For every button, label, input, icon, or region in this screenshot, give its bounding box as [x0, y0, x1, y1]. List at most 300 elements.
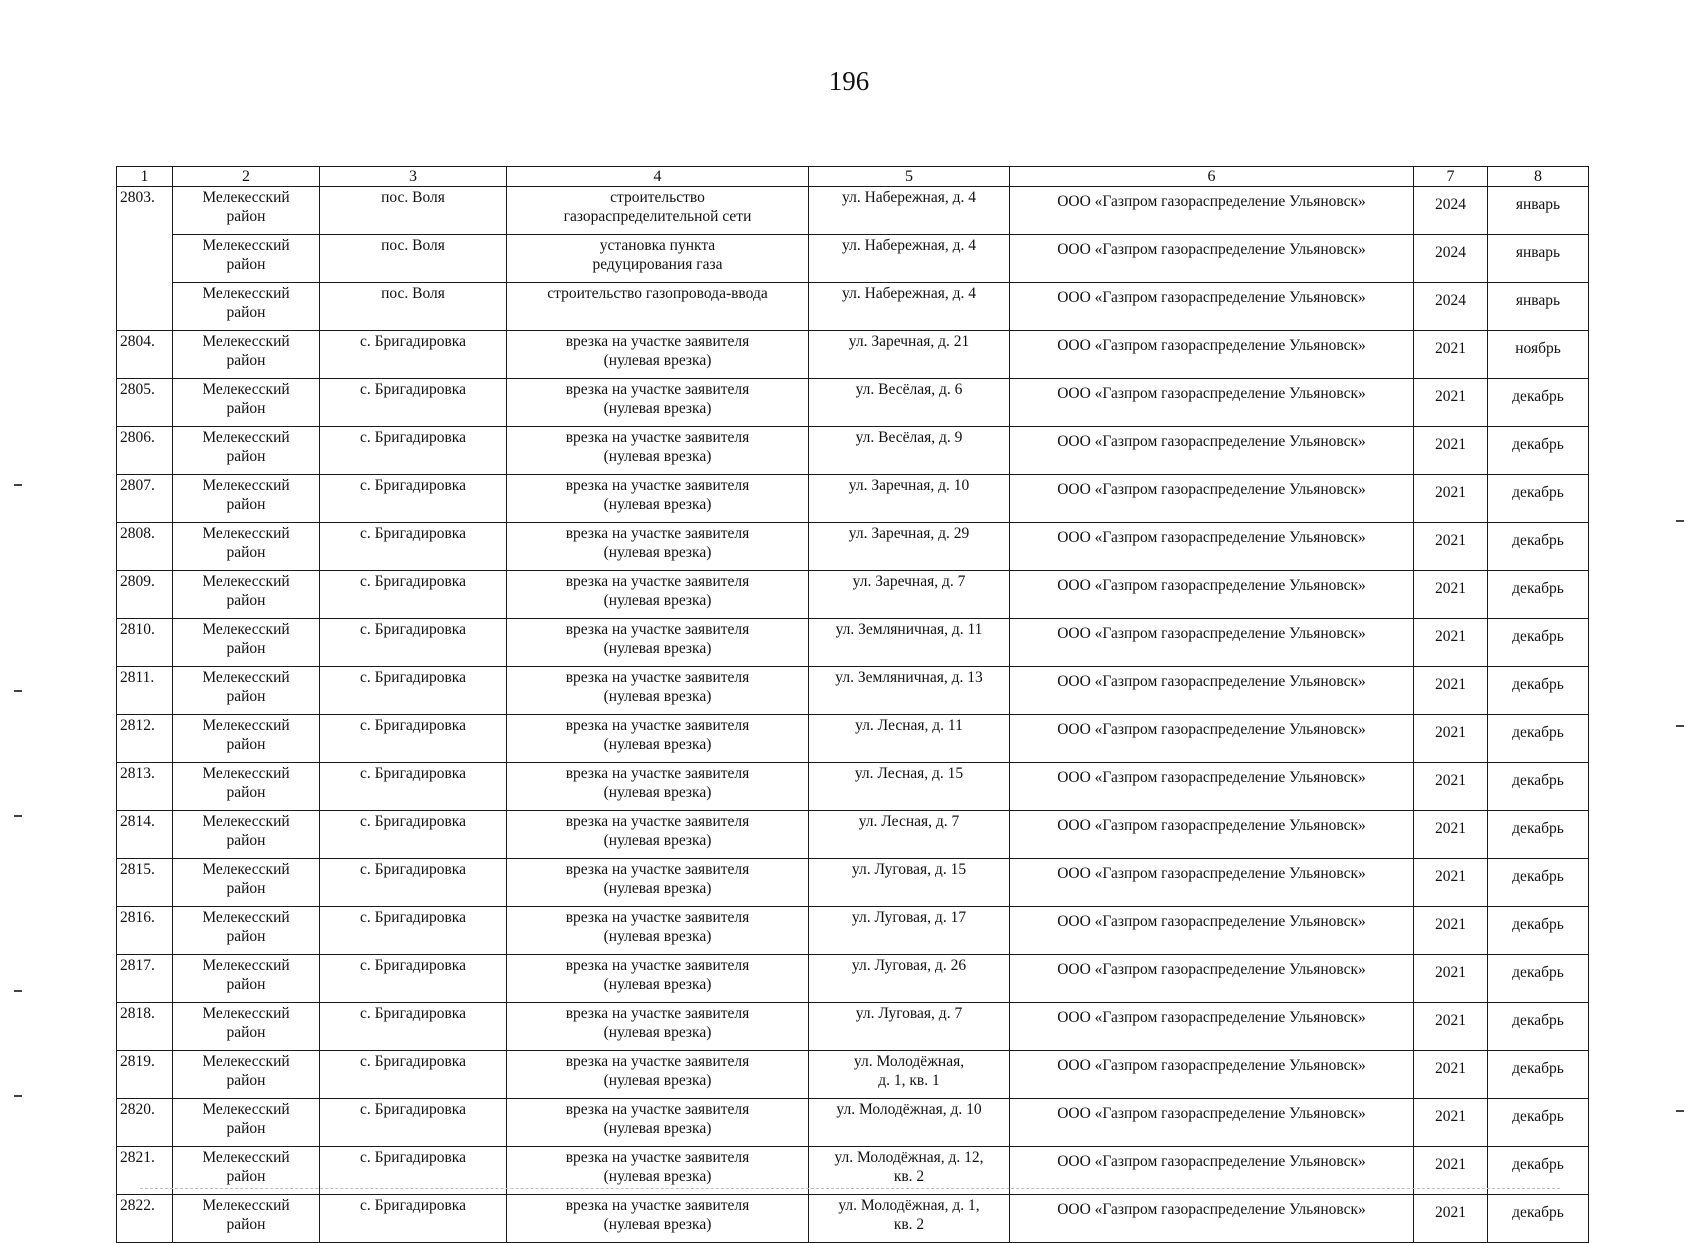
organization-cell: ООО «Газпром газораспределение Ульяновск» [1010, 427, 1414, 475]
cell-line-1: врезка на участке заявителя [565, 717, 750, 734]
cell-line-2: (нулевая врезка) [603, 928, 712, 945]
year-cell: 2021 [1414, 427, 1488, 475]
cell-line-1: врезка на участке заявителя [565, 381, 750, 398]
cell-line-1: Мелекесский [202, 813, 290, 830]
margin-mark [1676, 520, 1684, 522]
table-row [117, 187, 1589, 235]
year-cell: 2021 [1414, 715, 1488, 763]
organization-cell: ООО «Газпром газораспределение Ульяновск» [1010, 1099, 1414, 1147]
year-cell: 2024 [1414, 187, 1488, 235]
table-row [117, 571, 1589, 619]
year-cell: 2024 [1414, 235, 1488, 283]
cell-line-1: врезка на участке заявителя [565, 573, 750, 590]
table-row [117, 619, 1589, 667]
year-cell: 2021 [1414, 1099, 1488, 1147]
margin-mark [1676, 1110, 1684, 1112]
cell-line-2: район [226, 688, 266, 705]
address-cell [809, 475, 1010, 523]
col-header-1: 1 [117, 167, 173, 187]
month-cell: декабрь [1488, 667, 1589, 715]
cell-line-2: (нулевая врезка) [603, 496, 712, 513]
row-number: 2803. [117, 187, 173, 331]
cell-line-2: (нулевая врезка) [603, 688, 712, 705]
cell-line-1: врезка на участке заявителя [565, 669, 750, 686]
month-cell: декабрь [1488, 379, 1589, 427]
work-type-cell [507, 523, 809, 571]
table-row [117, 235, 1589, 283]
month-cell: январь [1488, 283, 1589, 331]
organization-cell: ООО «Газпром газораспределение Ульяновск» [1010, 331, 1414, 379]
row-number: 2804. [117, 331, 173, 379]
row-number: 2819. [117, 1051, 173, 1099]
month-cell: декабрь [1488, 955, 1589, 1003]
organization-cell: ООО «Газпром газораспределение Ульяновск» [1010, 1003, 1414, 1051]
cell-line-1: ул. Заречная, д. 7 [852, 573, 966, 590]
cell-line-1: Мелекесский [202, 333, 290, 350]
cell-line-1: ул. Земляничная, д. 13 [835, 669, 983, 686]
row-number: 2812. [117, 715, 173, 763]
cell-line-1: Мелекесский [202, 1149, 290, 1166]
cell-line-1: ул. Луговая, д. 15 [851, 861, 967, 878]
cell-line-1: врезка на участке заявителя [565, 1149, 750, 1166]
address-cell [809, 427, 1010, 475]
work-type-cell [507, 379, 809, 427]
cell-line-2: кв. 2 [893, 1216, 925, 1233]
address-cell [809, 1051, 1010, 1099]
row-number: 2816. [117, 907, 173, 955]
settlement-cell: с. Бригадировка [320, 859, 507, 907]
district-cell [173, 427, 320, 475]
cell-line-1: Мелекесский [202, 381, 290, 398]
table-row [117, 475, 1589, 523]
district-cell [173, 571, 320, 619]
cell-line-1: Мелекесский [202, 621, 290, 638]
margin-mark [14, 990, 22, 992]
year-cell: 2021 [1414, 571, 1488, 619]
month-cell: декабрь [1488, 811, 1589, 859]
cell-line-2: (нулевая врезка) [603, 736, 712, 753]
table-body [117, 187, 1589, 1243]
cell-line-1: Мелекесский [202, 1053, 290, 1070]
organization-cell: ООО «Газпром газораспределение Ульяновск» [1010, 763, 1414, 811]
row-number: 2805. [117, 379, 173, 427]
month-cell: декабрь [1488, 715, 1589, 763]
col-header-3: 3 [320, 167, 507, 187]
settlement-cell: с. Бригадировка [320, 763, 507, 811]
settlement-cell: пос. Воля [320, 235, 507, 283]
district-cell [173, 1003, 320, 1051]
settlement-cell: с. Бригадировка [320, 955, 507, 1003]
year-cell: 2021 [1414, 523, 1488, 571]
district-cell [173, 1099, 320, 1147]
organization-cell: ООО «Газпром газораспределение Ульяновск» [1010, 859, 1414, 907]
cell-line-1: Мелекесский [202, 477, 290, 494]
settlement-cell: с. Бригадировка [320, 427, 507, 475]
year-cell: 2021 [1414, 907, 1488, 955]
cell-line-1: врезка на участке заявителя [565, 477, 750, 494]
cell-line-1: врезка на участке заявителя [565, 525, 750, 542]
cell-line-1: ул. Лесная, д. 15 [854, 765, 964, 782]
settlement-cell: с. Бригадировка [320, 907, 507, 955]
organization-cell: ООО «Газпром газораспределение Ульяновск» [1010, 811, 1414, 859]
work-type-cell [507, 907, 809, 955]
work-type-cell [507, 1099, 809, 1147]
address-cell [809, 571, 1010, 619]
cell-line-1: ул. Весёлая, д. 6 [855, 381, 963, 398]
cell-line-2: редуцирования газа [592, 256, 723, 273]
year-cell: 2021 [1414, 811, 1488, 859]
cell-line-2: район [226, 1216, 266, 1233]
settlement-cell: с. Бригадировка [320, 667, 507, 715]
cell-line-2: (нулевая врезка) [603, 544, 712, 561]
cell-line-1: ул. Луговая, д. 17 [851, 909, 967, 926]
work-type-cell [507, 667, 809, 715]
cell-line-2: район [226, 736, 266, 753]
month-cell: декабрь [1488, 571, 1589, 619]
margin-mark [14, 1095, 22, 1097]
cell-line-1: Мелекесский [202, 957, 290, 974]
settlement-cell: с. Бригадировка [320, 1099, 507, 1147]
address-cell [809, 955, 1010, 1003]
year-cell: 2021 [1414, 379, 1488, 427]
row-number: 2813. [117, 763, 173, 811]
cell-line-2: район [226, 208, 266, 225]
settlement-cell: с. Бригадировка [320, 379, 507, 427]
margin-mark [1676, 725, 1684, 727]
organization-cell: ООО «Газпром газораспределение Ульяновск» [1010, 907, 1414, 955]
address-cell [809, 1195, 1010, 1243]
address-cell [809, 331, 1010, 379]
cell-line-2: район [226, 832, 266, 849]
cell-line-1: Мелекесский [202, 861, 290, 878]
month-cell: декабрь [1488, 1147, 1589, 1195]
district-cell [173, 523, 320, 571]
cell-line-2: район [226, 304, 266, 321]
settlement-cell: с. Бригадировка [320, 715, 507, 763]
cell-line-1: врезка на участке заявителя [565, 333, 750, 350]
cell-line-1: врезка на участке заявителя [565, 957, 750, 974]
row-number: 2815. [117, 859, 173, 907]
work-type-cell [507, 1195, 809, 1243]
organization-cell: ООО «Газпром газораспределение Ульяновск» [1010, 523, 1414, 571]
district-cell [173, 811, 320, 859]
cell-line-2: район [226, 400, 266, 417]
month-cell: декабрь [1488, 1195, 1589, 1243]
cell-line-1: строительство газопровода-ввода [547, 285, 768, 302]
cell-line-1: Мелекесский [202, 669, 290, 686]
cell-line-2: (нулевая врезка) [603, 1072, 712, 1089]
table-row [117, 379, 1589, 427]
cell-line-1: врезка на участке заявителя [565, 861, 750, 878]
cell-line-1: Мелекесский [202, 1197, 290, 1214]
work-type-cell [507, 187, 809, 235]
district-cell [173, 331, 320, 379]
cell-line-1: врезка на участке заявителя [565, 1005, 750, 1022]
cell-line-2: район [226, 496, 266, 513]
organization-cell: ООО «Газпром газораспределение Ульяновск» [1010, 379, 1414, 427]
margin-mark [14, 484, 22, 486]
table-row [117, 331, 1589, 379]
address-cell [809, 811, 1010, 859]
district-cell [173, 715, 320, 763]
settlement-cell: с. Бригадировка [320, 523, 507, 571]
cell-line-1: врезка на участке заявителя [565, 1197, 750, 1214]
month-cell: декабрь [1488, 427, 1589, 475]
row-number: 2810. [117, 619, 173, 667]
cell-line-1: ул. Заречная, д. 10 [848, 477, 970, 494]
organization-cell: ООО «Газпром газораспределение Ульяновск» [1010, 235, 1414, 283]
table-row [117, 1003, 1589, 1051]
district-cell [173, 1051, 320, 1099]
cell-line-2: кв. 2 [893, 1168, 925, 1185]
cell-line-2: район [226, 976, 266, 993]
work-type-cell [507, 619, 809, 667]
cell-line-2: (нулевая врезка) [603, 640, 712, 657]
organization-cell: ООО «Газпром газораспределение Ульяновск» [1010, 715, 1414, 763]
cell-line-1: Мелекесский [202, 525, 290, 542]
organization-cell: ООО «Газпром газораспределение Ульяновск» [1010, 187, 1414, 235]
table-row [117, 907, 1589, 955]
cell-line-2: район [226, 448, 266, 465]
cell-line-1: ул. Молодёжная, д. 1, [838, 1197, 980, 1214]
cell-line-1: врезка на участке заявителя [565, 813, 750, 830]
cell-line-1: ул. Лесная, д. 11 [855, 717, 963, 734]
cell-line-2: (нулевая врезка) [603, 448, 712, 465]
cell-line-2: (нулевая врезка) [603, 1216, 712, 1233]
settlement-cell: с. Бригадировка [320, 1147, 507, 1195]
row-number: 2821. [117, 1147, 173, 1195]
cell-line-2: (нулевая врезка) [603, 352, 712, 369]
settlement-cell: с. Бригадировка [320, 331, 507, 379]
work-type-cell [507, 1003, 809, 1051]
month-cell: декабрь [1488, 1051, 1589, 1099]
cell-line-2: (нулевая врезка) [603, 1168, 712, 1185]
work-type-cell [507, 715, 809, 763]
cell-line-2: район [226, 1072, 266, 1089]
year-cell: 2021 [1414, 1147, 1488, 1195]
cell-line-1: Мелекесский [202, 429, 290, 446]
cell-line-2: район [226, 880, 266, 897]
cell-line-1: врезка на участке заявителя [565, 765, 750, 782]
cell-line-2: район [226, 784, 266, 801]
cell-line-1: ул. Молодёжная, [853, 1053, 965, 1070]
header-row [117, 167, 1589, 187]
cell-line-1: ул. Молодёжная, д. 12, [834, 1149, 984, 1166]
address-cell [809, 523, 1010, 571]
margin-mark [14, 815, 22, 817]
cell-line-2: (нулевая врезка) [603, 1024, 712, 1041]
gas-works-table [116, 166, 1589, 1243]
address-cell [809, 907, 1010, 955]
cell-line-1: Мелекесский [202, 573, 290, 590]
row-number: 2808. [117, 523, 173, 571]
cell-line-1: врезка на участке заявителя [565, 621, 750, 638]
cell-line-1: Мелекесский [202, 765, 290, 782]
cell-line-1: Мелекесский [202, 717, 290, 734]
month-cell: январь [1488, 235, 1589, 283]
col-header-2: 2 [173, 167, 320, 187]
district-cell [173, 379, 320, 427]
cell-line-2: район [226, 352, 266, 369]
table-row [117, 859, 1589, 907]
year-cell: 2021 [1414, 859, 1488, 907]
cell-line-2: район [226, 928, 266, 945]
cell-line-1: Мелекесский [202, 1101, 290, 1118]
cell-line-1: врезка на участке заявителя [565, 1101, 750, 1118]
margin-mark [14, 690, 22, 692]
cell-line-2: (нулевая врезка) [603, 592, 712, 609]
address-cell [809, 235, 1010, 283]
month-cell: декабрь [1488, 1099, 1589, 1147]
year-cell: 2021 [1414, 763, 1488, 811]
cell-line-1: ул. Лесная, д. 7 [858, 813, 960, 830]
district-cell [173, 283, 320, 331]
month-cell: декабрь [1488, 475, 1589, 523]
cell-line-1: врезка на участке заявителя [565, 429, 750, 446]
district-cell [173, 667, 320, 715]
settlement-cell: пос. Воля [320, 283, 507, 331]
cell-line-2: район [226, 1120, 266, 1137]
month-cell: ноябрь [1488, 331, 1589, 379]
settlement-cell: с. Бригадировка [320, 1051, 507, 1099]
row-number: 2818. [117, 1003, 173, 1051]
table-row [117, 427, 1589, 475]
district-cell [173, 187, 320, 235]
organization-cell: ООО «Газпром газораспределение Ульяновск» [1010, 619, 1414, 667]
row-number: 2806. [117, 427, 173, 475]
cell-line-1: ул. Молодёжная, д. 10 [836, 1101, 982, 1118]
settlement-cell: с. Бригадировка [320, 1195, 507, 1243]
table-row [117, 667, 1589, 715]
cell-line-2: район [226, 592, 266, 609]
district-cell [173, 907, 320, 955]
cell-line-2: (нулевая врезка) [603, 1120, 712, 1137]
work-type-cell [507, 859, 809, 907]
cell-line-1: установка пункта [599, 237, 716, 254]
table-row [117, 955, 1589, 1003]
table-row [117, 1051, 1589, 1099]
year-cell: 2024 [1414, 283, 1488, 331]
month-cell: январь [1488, 187, 1589, 235]
organization-cell: ООО «Газпром газораспределение Ульяновск» [1010, 667, 1414, 715]
cell-line-2: район [226, 1168, 266, 1185]
cell-line-2: район [226, 640, 266, 657]
table-row [117, 763, 1589, 811]
year-cell: 2021 [1414, 1195, 1488, 1243]
month-cell: декабрь [1488, 907, 1589, 955]
work-type-cell [507, 235, 809, 283]
cell-line-1: ул. Весёлая, д. 9 [855, 429, 963, 446]
table-row [117, 1195, 1589, 1243]
cell-line-1: ул. Набережная, д. 4 [842, 237, 976, 254]
work-type-cell [507, 763, 809, 811]
month-cell: декабрь [1488, 1003, 1589, 1051]
cell-line-1: Мелекесский [202, 285, 290, 302]
cell-line-1: ул. Набережная, д. 4 [842, 189, 976, 206]
year-cell: 2021 [1414, 1003, 1488, 1051]
address-cell [809, 187, 1010, 235]
year-cell: 2021 [1414, 667, 1488, 715]
cell-line-2: (нулевая врезка) [603, 880, 712, 897]
table-row [117, 811, 1589, 859]
month-cell: декабрь [1488, 859, 1589, 907]
year-cell: 2021 [1414, 955, 1488, 1003]
table-row [117, 523, 1589, 571]
district-cell [173, 235, 320, 283]
address-cell [809, 859, 1010, 907]
address-cell [809, 283, 1010, 331]
cell-line-1: врезка на участке заявителя [565, 1053, 750, 1070]
cell-line-1: Мелекесский [202, 189, 290, 206]
row-number: 2809. [117, 571, 173, 619]
organization-cell: ООО «Газпром газораспределение Ульяновск» [1010, 1051, 1414, 1099]
year-cell: 2021 [1414, 475, 1488, 523]
month-cell: декабрь [1488, 523, 1589, 571]
district-cell [173, 763, 320, 811]
work-type-cell [507, 427, 809, 475]
work-type-cell [507, 1051, 809, 1099]
work-type-cell [507, 283, 809, 331]
row-number: 2822. [117, 1195, 173, 1243]
cell-line-2: (нулевая врезка) [603, 976, 712, 993]
month-cell: декабрь [1488, 763, 1589, 811]
settlement-cell: с. Бригадировка [320, 1003, 507, 1051]
col-header-4: 4 [507, 167, 809, 187]
cell-line-2: район [226, 544, 266, 561]
address-cell [809, 619, 1010, 667]
settlement-cell: с. Бригадировка [320, 811, 507, 859]
district-cell [173, 955, 320, 1003]
cell-line-1: врезка на участке заявителя [565, 909, 750, 926]
page-number: 196 [828, 66, 870, 96]
work-type-cell [507, 955, 809, 1003]
cell-line-2: (нулевая врезка) [603, 784, 712, 801]
cell-line-2: (нулевая врезка) [603, 832, 712, 849]
address-cell [809, 667, 1010, 715]
work-type-cell [507, 811, 809, 859]
cell-line-1: ул. Заречная, д. 21 [848, 333, 970, 350]
col-header-7: 7 [1414, 167, 1488, 187]
cell-line-1: Мелекесский [202, 1005, 290, 1022]
year-cell: 2021 [1414, 1051, 1488, 1099]
cell-line-2: район [226, 256, 266, 273]
col-header-6: 6 [1010, 167, 1414, 187]
cell-line-1: Мелекесский [202, 909, 290, 926]
organization-cell: ООО «Газпром газораспределение Ульяновск» [1010, 475, 1414, 523]
cell-line-1: ул. Набережная, д. 4 [842, 285, 976, 302]
cell-line-2: (нулевая врезка) [603, 400, 712, 417]
row-number: 2820. [117, 1099, 173, 1147]
district-cell [173, 475, 320, 523]
organization-cell: ООО «Газпром газораспределение Ульяновск» [1010, 955, 1414, 1003]
cell-line-2: д. 1, кв. 1 [878, 1072, 940, 1089]
district-cell [173, 1195, 320, 1243]
cell-line-2: район [226, 1024, 266, 1041]
col-header-8: 8 [1488, 167, 1589, 187]
organization-cell: ООО «Газпром газораспределение Ульяновск» [1010, 1195, 1414, 1243]
cell-line-2: газораспределительной сети [563, 208, 752, 225]
district-cell [173, 859, 320, 907]
month-cell: декабрь [1488, 619, 1589, 667]
cell-line-1: строительство [610, 189, 705, 206]
cell-line-1: Мелекесский [202, 237, 290, 254]
settlement-cell: пос. Воля [320, 187, 507, 235]
address-cell [809, 379, 1010, 427]
cell-line-1: ул. Луговая, д. 26 [851, 957, 967, 974]
address-cell [809, 1003, 1010, 1051]
row-number: 2817. [117, 955, 173, 1003]
work-type-cell [507, 331, 809, 379]
